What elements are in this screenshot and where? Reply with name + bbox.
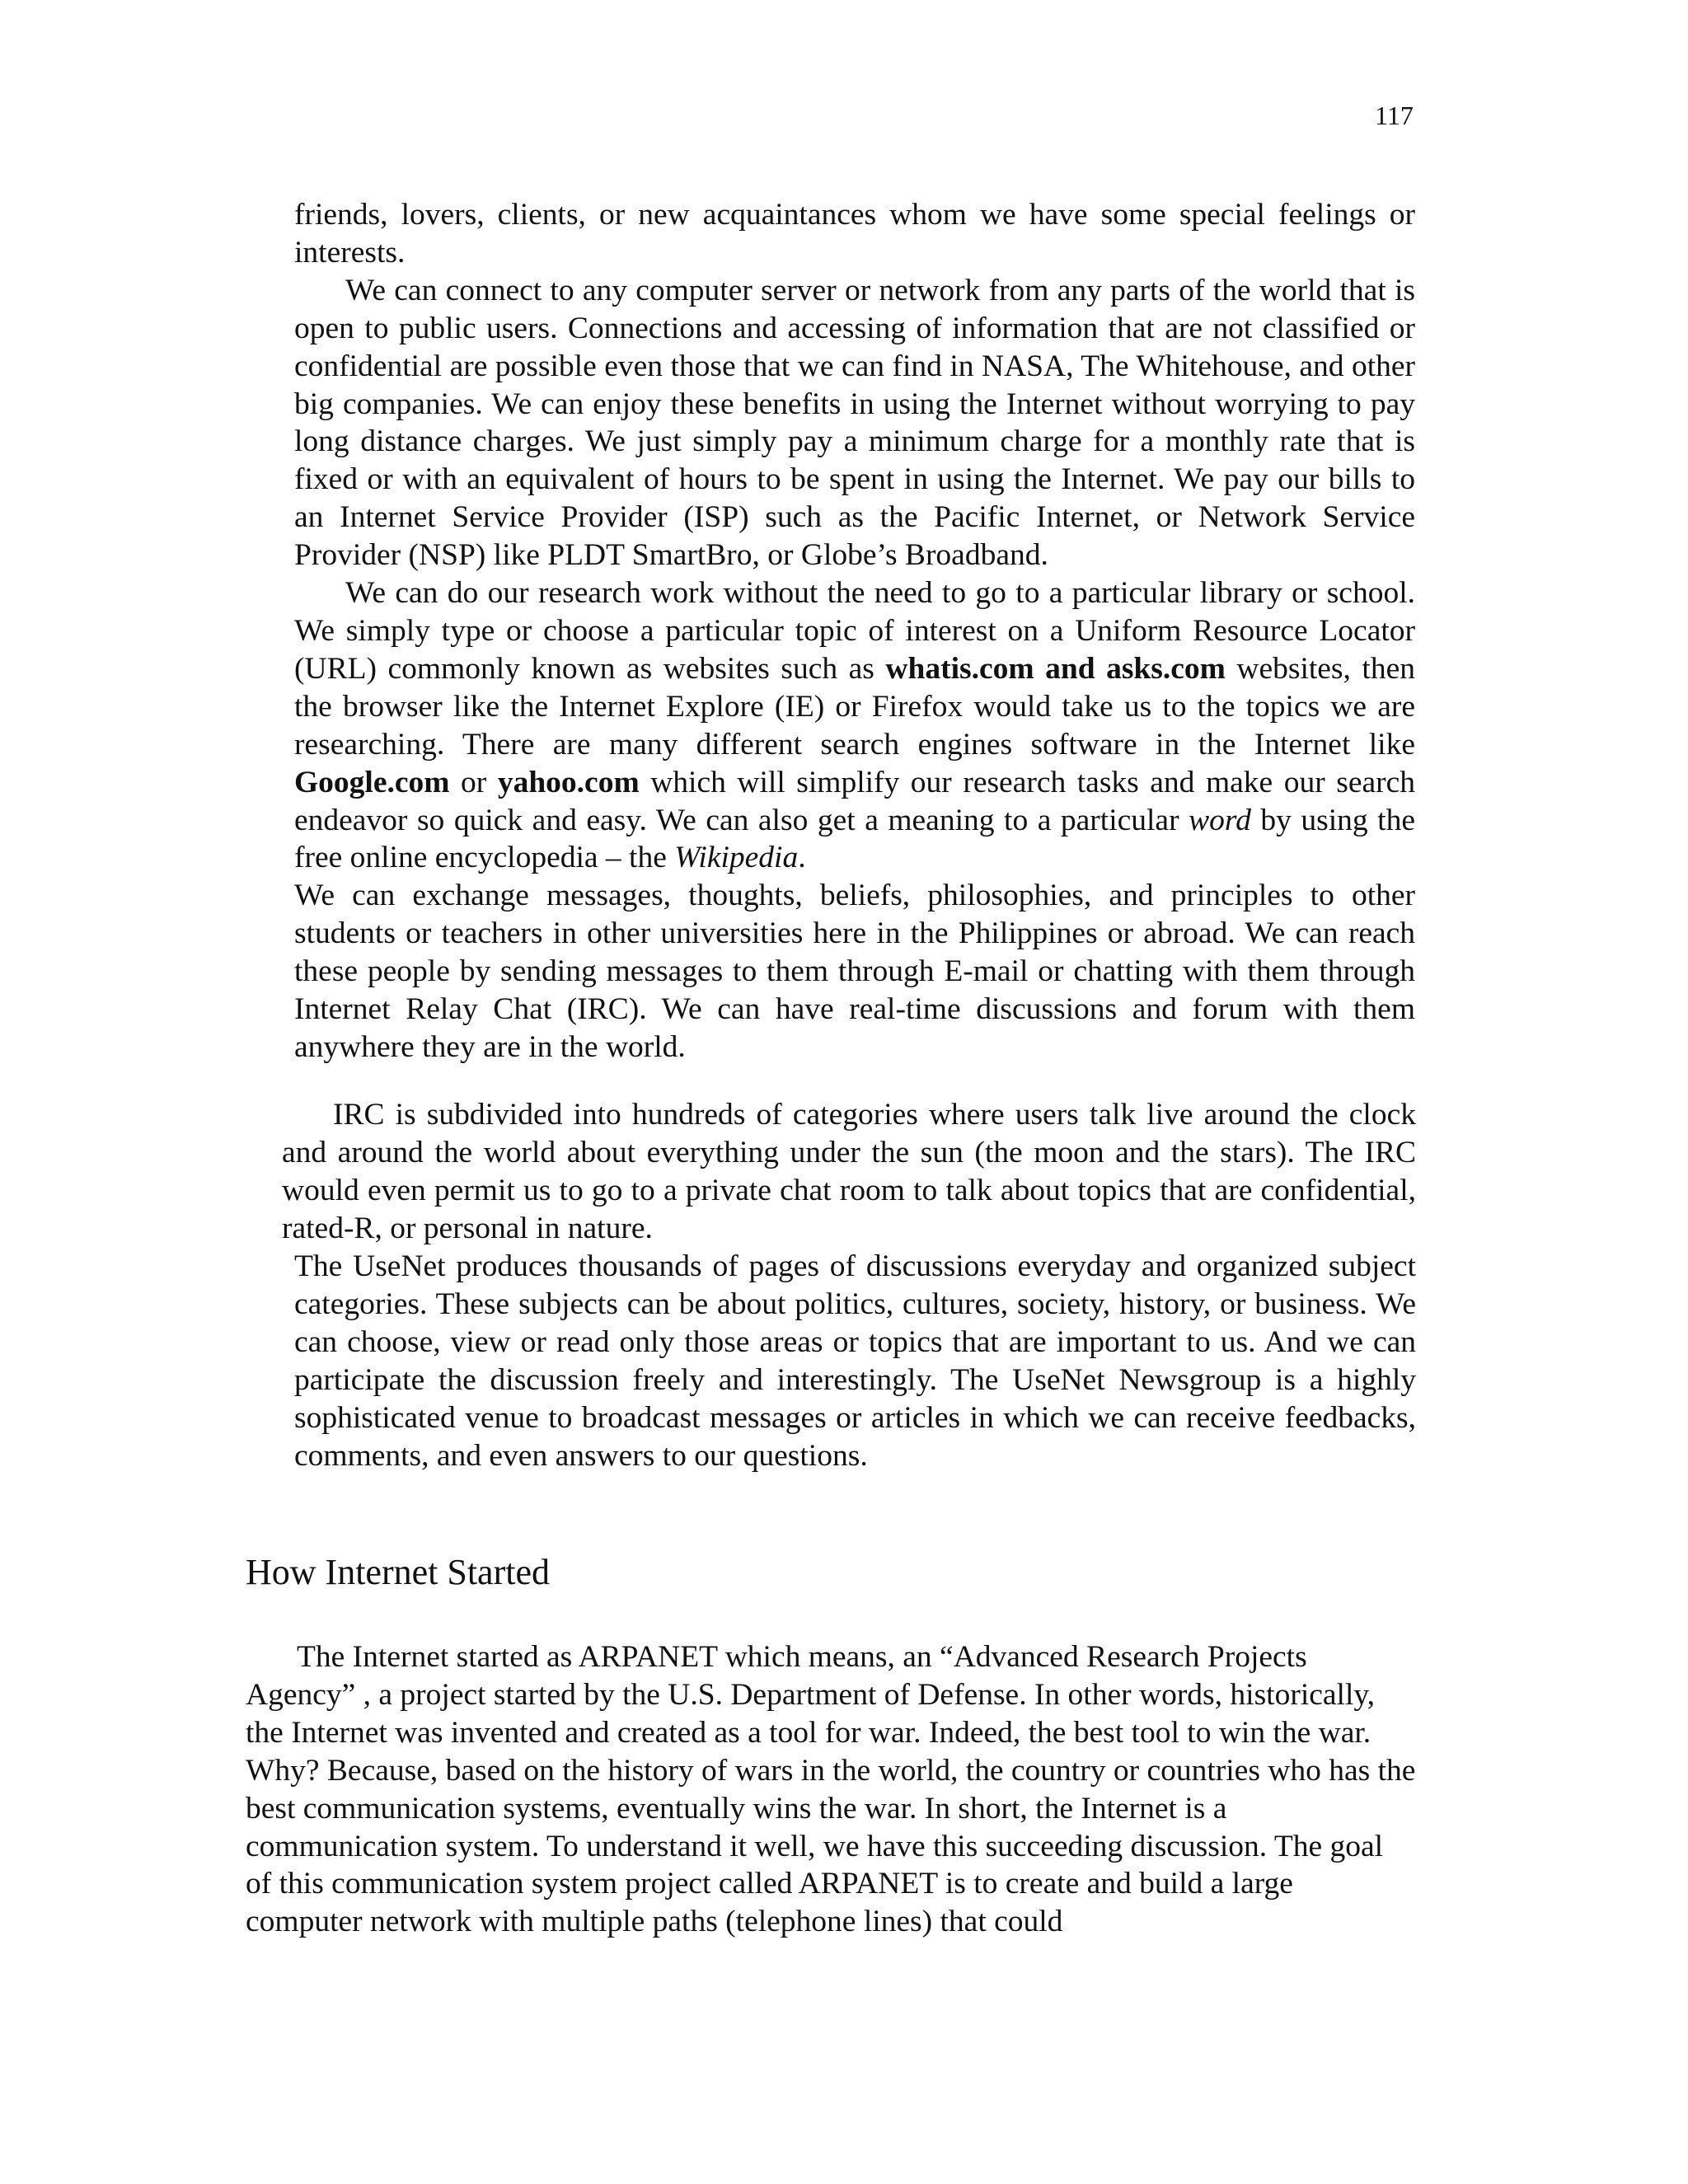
section-heading: How Internet Started bbox=[246, 1552, 550, 1592]
p3-bold-google: Google.com bbox=[294, 765, 450, 799]
paragraph-7: The Internet started as ARPANET which means, an “Advanced Research Projects Agency” , a project started by the U.S. Department of Defense. In other words, historically, the Internet was invented and created as a tool for war. Indeed, the best tool to win the war. Why? Because, based on the history of wars in the world, the country or countries who has the best communication systems, eventually wins the war. In short, the Internet is a communication system. To understand it well, we have this succeeding discussion. The goal of this communication system project called ARPANET is to create and build a large computer network with multiple paths (telephone lines) that could bbox=[246, 1640, 1416, 1939]
paragraph-1: friends, lovers, clients, or new acquaintances whom we have some special feelings or interests. bbox=[294, 198, 1415, 269]
p3-bold-sites: whatis.com and asks.com bbox=[885, 651, 1226, 686]
p3-text-3: or bbox=[449, 765, 498, 799]
p3-text-4: which will simplify our research tasks and make our search endeavor so quick and easy. We can also get a meaning to a particular bbox=[294, 765, 1415, 837]
p3-bold-yahoo: yahoo.com bbox=[497, 765, 640, 799]
paragraph-4: We can exchange messages, thoughts, beliefs, philosophies, and principles to other students or teachers in other universities here in the Philippines or abroad. We can reach these people by sending messages to them through E-mail or chatting with them through Internet Relay Chat (IRC). We can have real-time discussions and forum with them anywhere they are in the world. bbox=[294, 879, 1415, 1064]
body-text-irc bbox=[282, 1096, 1416, 1248]
paragraph-6: The UseNet produces thousands of pages of discussions everyday and organized subject categories. These subjects can be about politics, cultures, society, history, or business. We can choose, view or read only those areas or topics that are important to us. And we can participate the discussion freely and interestingly. The UseNet Newsgroup is a highly sophisticated venue to broadcast messages or articles in which we can receive feedbacks, comments, and even answers to our questions. bbox=[294, 1249, 1416, 1473]
paragraph-5: IRC is subdivided into hundreds of categories where users talk live around the clock and around the world about everything under the sun (the moon and the stars). The IRC would even permit us to go to a private chat room to talk about topics that are confidential, rated-R, or personal in nature. bbox=[282, 1098, 1416, 1245]
p3-text-1: We can do our research work without the need to go to a particular library or school. We simply type or choose a particular topic of interest on a Uniform Resource Locator (URL) commonly known as websites such as bbox=[294, 576, 1415, 686]
p3-text-2: websites, then the browser like the Internet Explore (IE) or Firefox would take us to the topics we are researching. There are many different search engines software in the Internet like bbox=[294, 651, 1415, 762]
p3-text-6: . bbox=[798, 841, 806, 875]
paragraph-3 bbox=[294, 574, 1415, 877]
p3-italic-word: word bbox=[1189, 803, 1251, 837]
body-text-usenet bbox=[294, 1248, 1416, 1474]
paragraph-2: We can connect to any computer server or network from any parts of the world that is open to public users. Connections and accessing of information that are not classified or confidential are possible even those that we can find in NASA, The Whitehouse, and other big companies. We can enjoy these benefits in using the Internet without worrying to pay long distance charges. We just simply pay a minimum charge for a monthly rate that is fixed or with an equivalent of hours to be spent in using the Internet. We pay our bills to an Internet Service Provider (ISP) such as the Pacific Internet, or Network Service Provider (NSP) like PLDT SmartBro, or Globe’s Broadband. bbox=[294, 273, 1415, 573]
page-number: 117 bbox=[1375, 101, 1414, 130]
body-text-lower bbox=[246, 1638, 1416, 1941]
p3-text-5: by using the free online encyclopedia – the bbox=[294, 803, 1415, 875]
body-text-upper bbox=[294, 196, 1415, 1066]
p3-italic-wikipedia: Wikipedia bbox=[674, 841, 799, 875]
